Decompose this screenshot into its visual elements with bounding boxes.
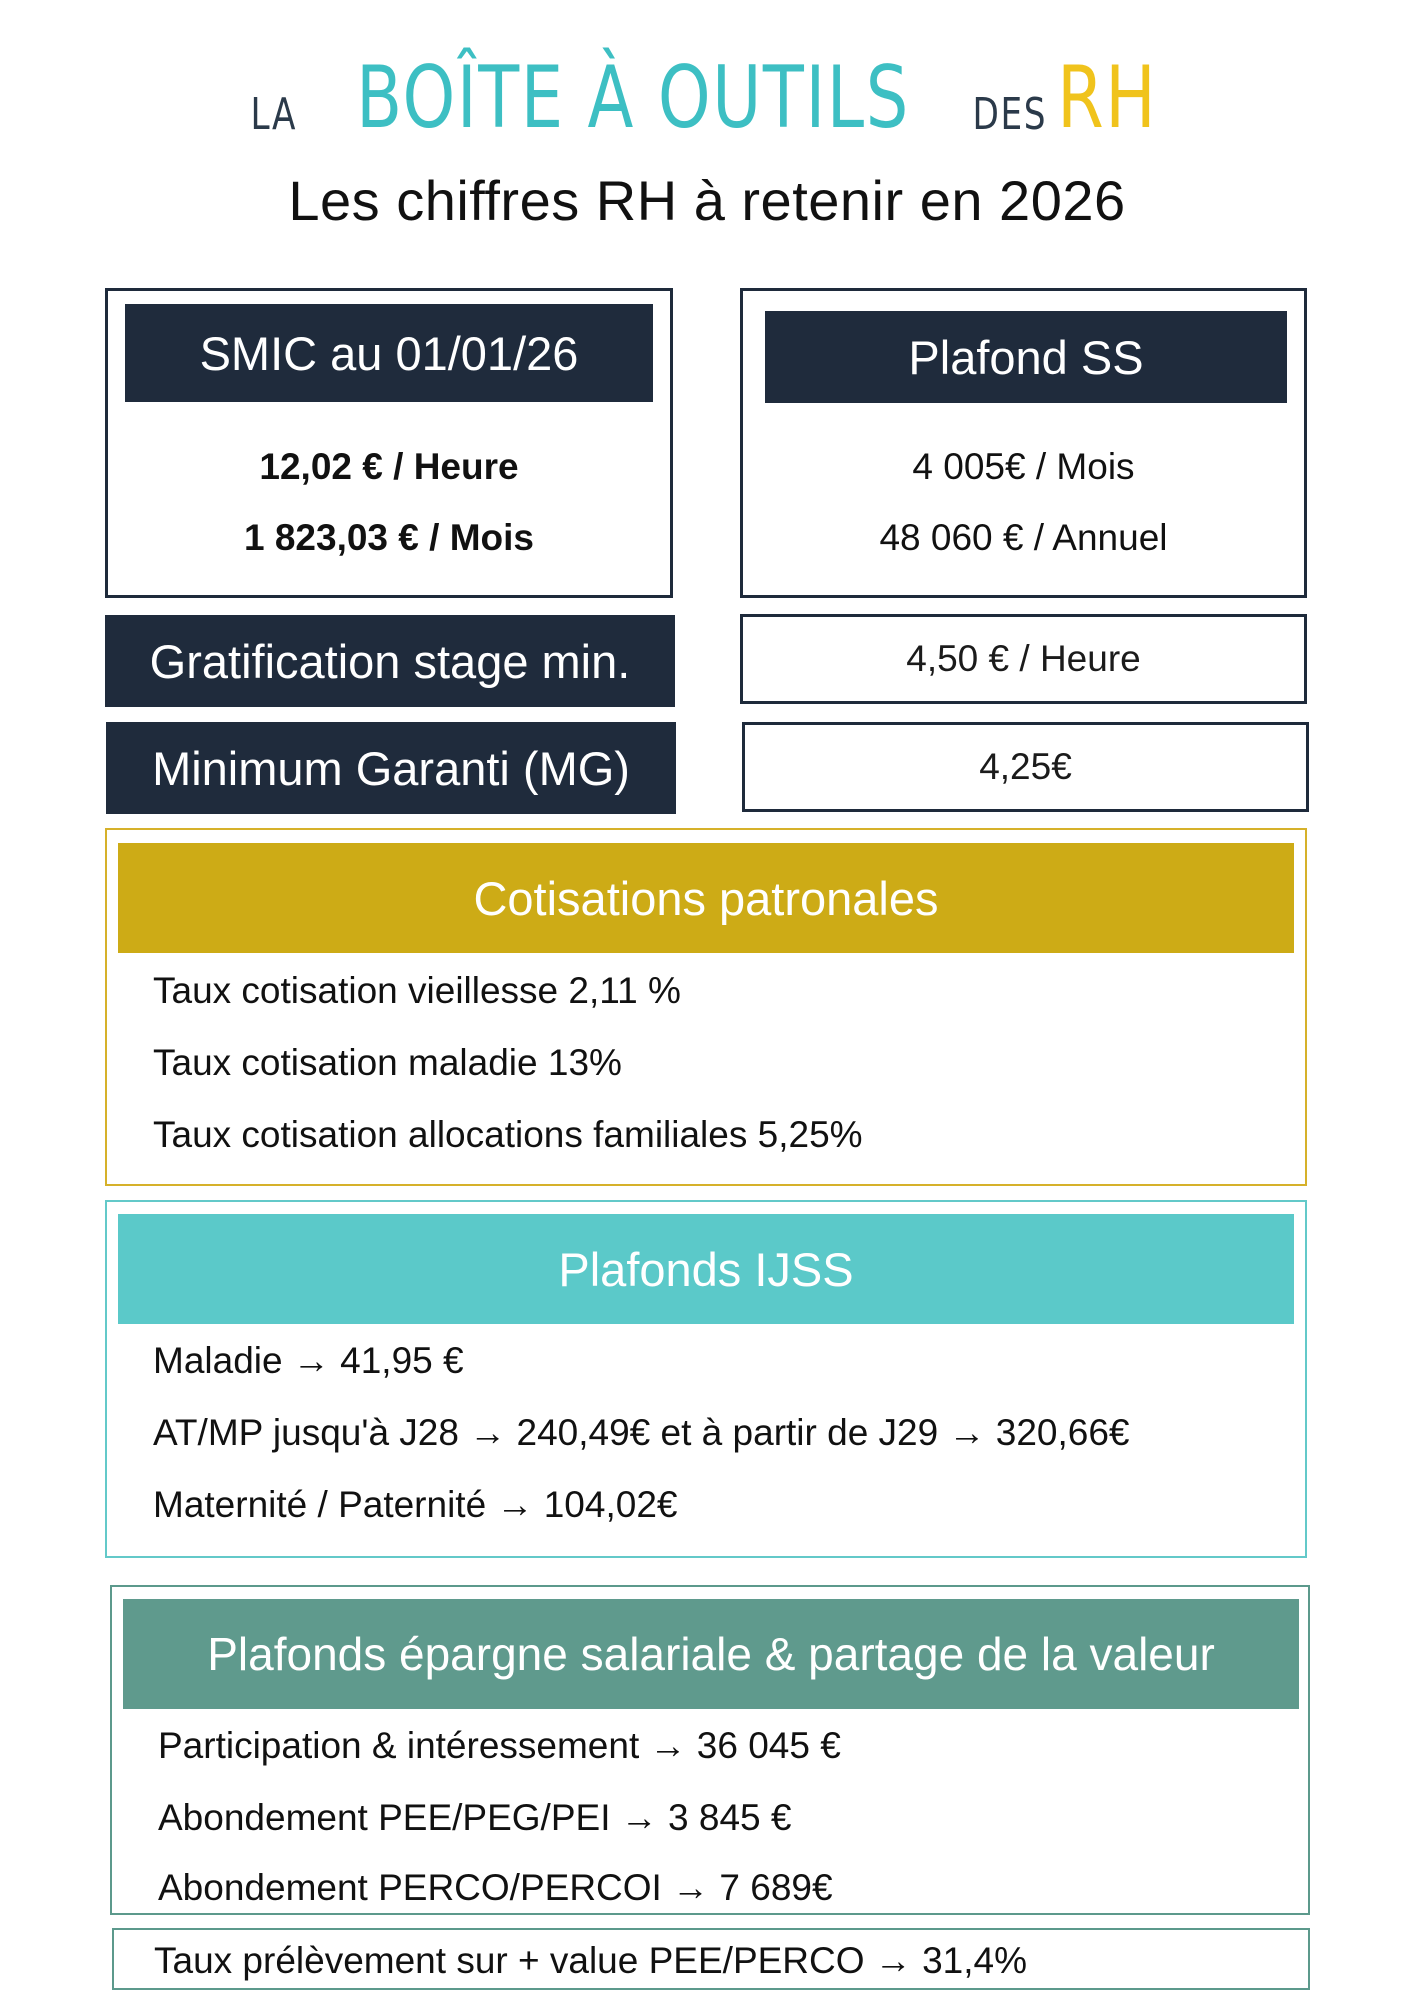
cotisation-item: Taux cotisation maladie 13% <box>153 1042 622 1083</box>
plafond-ss-card <box>740 288 1307 598</box>
plafond-ss-header: Plafond SS <box>765 311 1287 403</box>
ijss-item: AT/MP jusqu'à J28 → 240,49€ et à partir de J29 → 320,66€ <box>153 1412 1130 1453</box>
brand-logo <box>0 48 1414 148</box>
cotisations-section <box>105 828 1307 1186</box>
logo-des: DES <box>972 89 1047 140</box>
ijss-section <box>105 1200 1307 1558</box>
ijss-header: Plafonds IJSS <box>118 1214 1294 1324</box>
epargne-item: Participation & intéressement → 36 045 € <box>158 1725 841 1766</box>
epargne-footer-box <box>112 1928 1310 1990</box>
cotisation-item: Taux cotisation vieillesse 2,11 % <box>153 970 681 1011</box>
logo-rh: RH <box>1057 48 1158 148</box>
cotisations-header: Cotisations patronales <box>118 843 1294 953</box>
epargne-header: Plafonds épargne salariale & partage de la valeur <box>123 1599 1299 1709</box>
epargne-section <box>110 1585 1310 1915</box>
smic-hourly: 12,02 € / Heure <box>259 446 519 487</box>
smic-card <box>105 288 673 598</box>
epargne-item: Abondement PERCO/PERCOI → 7 689€ <box>158 1867 833 1908</box>
gratification-label: Gratification stage min. <box>105 615 675 707</box>
epargne-footer: Taux prélèvement sur + value PEE/PERCO → 31,4% <box>154 1940 1027 1981</box>
plafond-ss-monthly: 4 005€ / Mois <box>912 446 1135 487</box>
logo-la: LA <box>250 89 298 140</box>
plafond-ss-annual: 48 060 € / Annuel <box>879 517 1168 558</box>
cotisation-item: Taux cotisation allocations familiales 5,25% <box>153 1114 863 1155</box>
epargne-item: Abondement PEE/PEG/PEI → 3 845 € <box>158 1797 792 1838</box>
ijss-item: Maladie → 41,95 € <box>153 1340 464 1381</box>
logo-boite-a-outils: BOÎTE À OUTILS <box>355 48 910 148</box>
smic-header: SMIC au 01/01/26 <box>125 304 653 402</box>
ijss-item: Maternité / Paternité → 104,02€ <box>153 1484 678 1525</box>
smic-monthly: 1 823,03 € / Mois <box>243 517 534 558</box>
minimum-garanti-value: 4,25€ <box>742 722 1309 812</box>
page-title: Les chiffres RH à retenir en 2026 <box>288 169 1126 232</box>
minimum-garanti-label: Minimum Garanti (MG) <box>106 722 676 814</box>
gratification-value: 4,50 € / Heure <box>740 614 1307 704</box>
